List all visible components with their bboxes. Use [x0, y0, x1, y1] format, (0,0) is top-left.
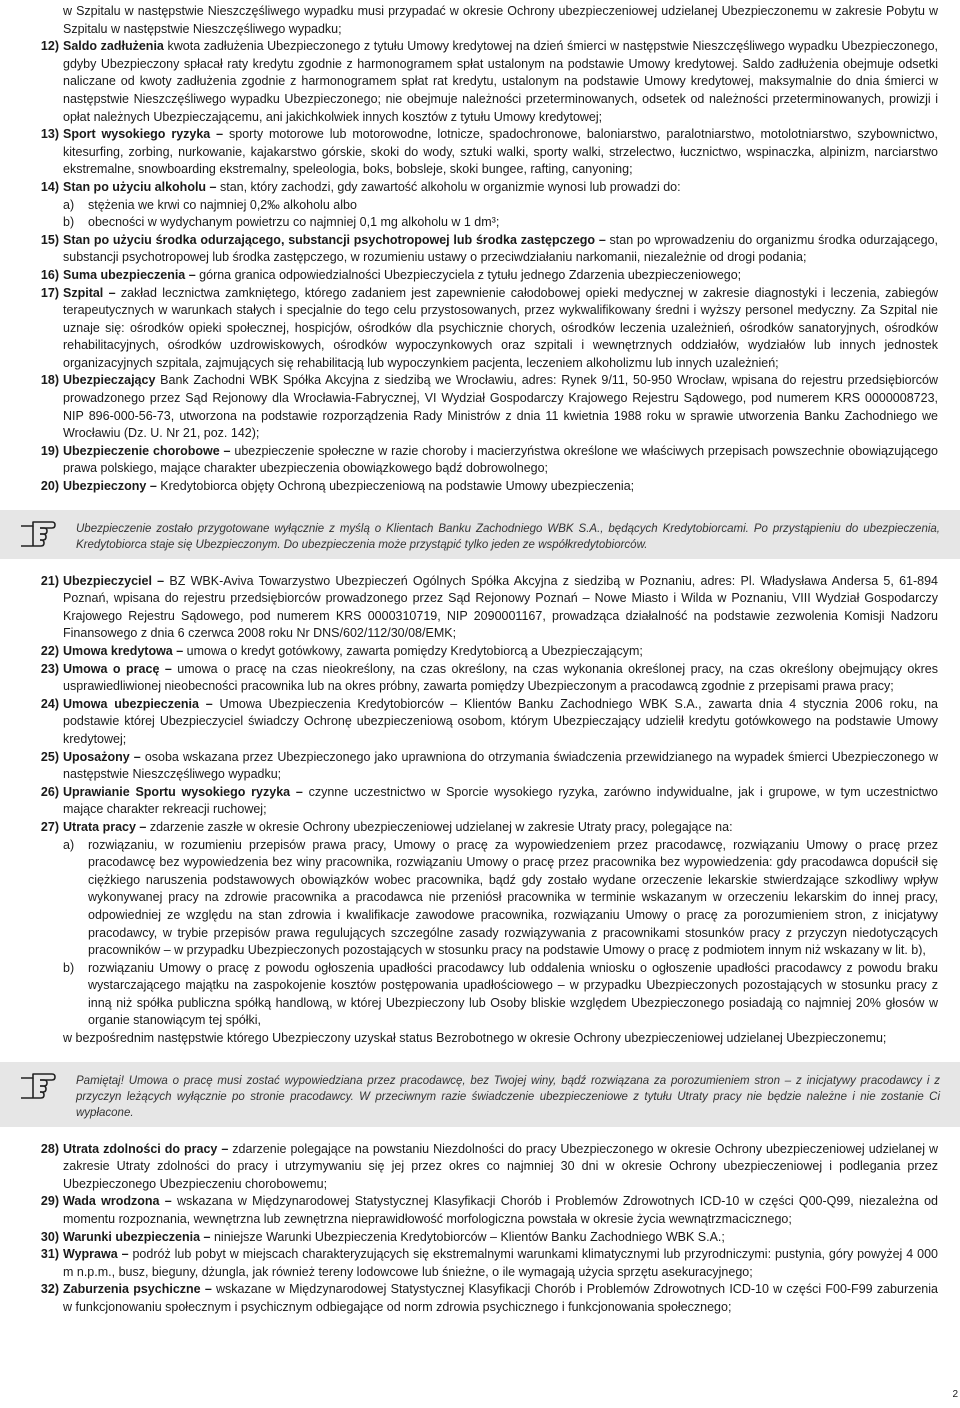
definition-item — [0, 38, 938, 126]
definition-term: Utrata zdolności do pracy – — [63, 1141, 229, 1156]
definition-term: Wyprawa – — [63, 1247, 129, 1262]
sub-item-letter: a) — [63, 837, 75, 852]
definition-text: BZ WBK-Aviva Towarzystwo Ubezpieczeń Ogólnych Spółka Akcyjna z siedzibą w Poznaniu, adres: Pl. Władysława Andersa 5, 61-894 Poznań, wpisana do rejestru przedsiębiorców prowadzonego przez Sąd Rejonowy Poznań – Nowe Miasto i Wilda w Poznaniu, VIII Wydział Gospodarczy Krajowego Rejestru Sądowego, pod numerem KRS 0000310719, NIP 2090001167, prowadząca działalność na podstawie zezwolenia Komisji Nadzoru Finansowego z dnia 6 czerwca 2008 roku Nr DNS/602/112/30/08/EMK; — [63, 573, 938, 641]
item-number: 13) — [40, 127, 59, 142]
definition-text: ubezpieczenie społeczne w razie choroby i macierzyństwa określone we właściwych przepisach powszechnie obowiązującego prawa polskiego, mające charakter ubezpieczenia obowiązkowego bądź dobrowolnego; — [63, 443, 938, 476]
info-note-text: Ubezpieczenie zostało przygotowane wyłącznie z myślą o Klientach Banku Zachodniego WBK S.A., będących Kredytobiorcami. Po przystąpieniu do ubezpieczenia, Kredytobiorca staje się Ubezpieczonym. Do ubezpieczenia może przystąpić tylko jeden ze współkredytobiorców. — [76, 522, 940, 551]
item-number: 32) — [40, 1282, 59, 1297]
sub-item — [63, 837, 938, 960]
item-number: 22) — [40, 644, 59, 658]
definition-body — [63, 38, 938, 126]
definition-item — [0, 573, 938, 643]
definitions-list-2 — [0, 573, 960, 1048]
definition-body — [63, 819, 938, 1030]
item-number: 12) — [40, 39, 59, 54]
definition-term: Saldo zadłużenia — [63, 39, 164, 54]
definition-body — [63, 179, 938, 232]
definition-item — [0, 478, 938, 496]
definition-body — [63, 749, 938, 784]
definition-item — [0, 267, 938, 285]
definition-body — [63, 1246, 938, 1281]
sub-item-text: rozwiązaniu, w rozumieniu przepisów prawa pracy, Umowy o pracę za wypowiedzeniem przez pracodawcę, rozwiązaniu Umowy o pracę przez pracodawcę bez wypowiedzenia bez winy pracownika, rozwiązaniu Umowy o pracę przez pracownika bez wypowiedzenia: gdy pracodawca dopuścił się ciężkiego naruszenia podstawowych obowiązków wobec pracownika, bądź gdy zostało wydane orzeczenie lekarskie stwierdzające szkodliwy wpływ wykonywanej pracy na zdrowie pracownika a pracodawca nie przeniósł pracownika w terminie wskazanym w orzeczeniu lekarskim do innej pracy, odpowiedniej ze względu na stan zdrowia i kwalifikacje zawodowe pracownika, rozwiązaniu Umowy o pracę za porozumieniem stron, z inicjatywy pracodawcy, w trybie przepisów prawa regulujących szczególne zasady rozwiązywania z pracownikami stosunków pracy z przyczyn niedotyczących pracowników – w przypadku Ubezpieczonych pozostających w stosunku pracy na podstawie Umowy o pracę z podmiotem innym niż wskazany w lit. b), — [88, 837, 938, 958]
definition-item — [0, 1281, 938, 1316]
definition-text: zakład lecznictwa zamkniętego, którego zadaniem jest zapewnienie całodobowej opieki medycznej w zakresie diagnostyki i leczenia, zabiegów terapeutycznych w warunkach stałych i specjalnie do tego celu przystosowanych, przez wykwalifikowany średni i wyższy personel medyczny. Za Szpital nie uznaje się: ośrodków opieki społecznej, hospicjów, ośrodków dla psychicznie chorych, ośrodków leczenia uzależnień, ośrodków sanatoryjnych, ośrodków rehabilitacyjnych, ośrodków uzdrowiskowych, ośrodków wypoczynkowych oraz szpitali i wewnętrznych oddziałów, wydziałów lub innych jednostek organizacyjnych szpitala, zajmujących się rehabilitacją lub wypoczynkiem pacjenta, leczeniem alkoholizmu lub innych uzależnień; — [63, 285, 938, 370]
definition-body — [63, 1141, 938, 1194]
lead-line-1: w Szpitalu w następstwie Nieszczęśliwego wypadku musi przypadać w okresie Ochrony ubezpieczeniowej udzielanej Ubezpieczonemu — [63, 4, 819, 18]
item-number: 18) — [40, 373, 59, 388]
item-number: 14) — [40, 179, 59, 194]
definition-item — [0, 784, 938, 819]
definition-body — [63, 1229, 938, 1247]
definition-text: sporty motorowe lub motorowodne, lotnicze, spadochronowe, baloniarstwo, paralotniarstwo, motolotniarstwo, szybownictwo, kitesurfing, zorbing, nurkowanie, kajakarstwo górskie, skoki do wody, sztuki walki, sporty walki, strzelectwo, łucznictwo, wspinaczka, alpinizm, narciarstwo ekstremalne, snowboarding ekstremalny, speleologia, boks, bobsleje, skoki bungee, rafting, canyoning; — [63, 127, 938, 177]
definition-text: zdarzenie polegające na powstaniu Niezdolności do pracy Ubezpieczonego w okresie Ochrony ubezpieczeniowej udzielanej w zakresie Utraty zdolności do pracy i utrzymywaniu się jej przez okres co najmniej 30 dni w okresie Ochrony ubezpieczeniowej i podlegania przez Ubezpieczonego Ubezpieczeniu chorobowemu; — [63, 1141, 938, 1191]
definition-item — [0, 1141, 938, 1194]
definition-item — [0, 443, 938, 478]
definition-term: Uposażony – — [63, 749, 141, 764]
sub-item-text: rozwiązaniu Umowy o pracę z powodu ogłoszenia upadłości pracodawcy lub oddalenia wniosku o ogłoszenie upadłości pracodawcy z powodu braku wystarczającego majątku na zaspokojenie kosztów postępowania upadłościowego – w przypadku Ubezpieczonych pozostających w stosunku pracy z inną niż spółka publiczna spółką handlową, w której Ubezpieczony lub Osoby bliskie względem Ubezpieczonego posiadają co najmniej 20% głosów w organie stanowiącym tej spółki, — [88, 960, 938, 1028]
definition-item — [0, 1229, 938, 1247]
item-number: 29) — [40, 1194, 59, 1209]
definition-text: górna granica odpowiedzialności Ubezpieczyciela z tytułu jednego Zdarzenia ubezpieczeniowego; — [195, 267, 742, 282]
definition-text: Bank Zachodni WBK Spółka Akcyjna z siedzibą we Wrocławiu, adres: Rynek 9/11, 50-950 Wrocław, wpisana do rejestru przedsiębiorców prowadzonego przez Sąd Rejonowy dla Wrocławia-Fabrycznej, VI Wydział Gospodarczy Krajowego Rejestru Sądowego, pod numerem KRS 0000008723, NIP 896-000-56-73, utworzona na podstawie rozporządzenia Rady Ministrów z dnia 11 kwietnia 1988 roku w sprawie utworzenia Banku Zachodniego we Wrocławiu (Dz. U. Nr 21, poz. 142); — [63, 373, 938, 441]
definition-term: Zaburzenia psychiczne – — [63, 1282, 212, 1297]
definition-body — [63, 643, 938, 661]
definition-text: zdarzenie zaszłe w okresie Ochrony ubezpieczeniowej udzielanej w zakresie Utraty pracy, polegające na: — [146, 819, 733, 834]
definition-text: umowa o kredyt gotówkowy, zawarta pomiędzy Kredytobiorcą a Ubezpieczającym; — [183, 644, 643, 658]
definition-term: Sport wysokiego ryzyka – — [63, 127, 224, 142]
definition-text: Umowa Ubezpieczenia Kredytobiorców – Klientów Banku Zachodniego WBK S.A., zawarta dnia 4 stycznia 2006 roku, na podstawie której Ubezpieczyciel świadczy Ochronę ubezpieczeniową osobom, którym Ubezpieczający udzielił kredytu gotówkowego na podstawie Umowy kredytowej; — [63, 696, 938, 746]
definition-term: Utrata pracy – — [63, 819, 147, 834]
definition-item — [0, 372, 938, 442]
item-number: 17) — [40, 285, 59, 300]
definition-body — [63, 696, 938, 749]
definition-item — [0, 661, 938, 696]
sub-item — [63, 197, 938, 215]
definition-body — [63, 661, 938, 696]
definition-text: podróż lub pobyt w miejscach charakteryzujących się ekstremalnymi warunkami klimatycznymi lub przyrodniczymi: pustynia, góry powyżej 4 000 m n.p.m., busz, bieguny, dżungla, jak również tereny lodowcowe lub śnieżne, o ile wymagają użycia sprzętu asekuracyjnego; — [63, 1247, 939, 1279]
sub-item — [63, 214, 938, 232]
definition-text: wskazane w Międzynarodowej Statystycznej Klasyfikacji Chorób i Problemów Zdrowotnych ICD-10 w części F00-F99 zaburzenia w funkcjonowaniu społecznym i psychicznym odbiegające od norm zdrowia psychicznego i funkcjonowania społecznego; — [63, 1282, 938, 1314]
definition-text: osoba wskazana przez Ubezpieczonego jako uprawniona do otrzymania świadczenia przewidzianego na wypadek śmierci Ubezpieczonego w następstwie Nieszczęśliwego wypadku; — [63, 749, 938, 782]
item-number: 23) — [40, 661, 59, 676]
definition-item — [0, 819, 938, 1030]
definition-term: Umowa kredytowa – — [63, 644, 184, 658]
item-number: 30) — [40, 1229, 59, 1244]
definition-body — [63, 784, 938, 819]
definition-item — [0, 232, 938, 267]
definition-text: stan po wprowadzeniu do organizmu środka odurzającego, substancji psychotropowej lub środka zastępczego, w rozumieniu ustawy o przeciwdziałaniu narkomanii, niezależnie od drogi podania; — [63, 232, 938, 265]
definition-item — [0, 179, 938, 232]
definitions-list-3 — [0, 1141, 960, 1317]
definition-item — [0, 1193, 938, 1228]
sub-item — [63, 960, 938, 1030]
page-number: 2 — [952, 1389, 958, 1401]
definition-body — [63, 285, 938, 373]
definition-term: Ubezpieczony – — [63, 479, 157, 494]
lead-paragraph — [63, 3, 938, 38]
item-number: 21) — [40, 573, 59, 588]
definition-term: Wada wrodzona – — [63, 1194, 172, 1209]
definition-term: Szpital – — [63, 285, 116, 300]
definition-term: Suma ubezpieczenia – — [63, 267, 196, 282]
definition-text: kwota zadłużenia Ubezpieczonego z tytułu Umowy kredytowej na dzień śmierci w następstwie Nieszczęśliwego wypadku Ubezpieczonego, gdyby Ubezpieczony spłacał raty kredytu zgodnie z harmonogramem spłat ustalonym na podstawie Umowy kredytowej. Saldo zadłużenia obejmuje odsetki naliczane od kwoty zadłużenia zgodnie z harmonogramem spłat rat kredytu, ustalonym na podstawie Umowy kredytowej, maksymalnie do dnia śmierci w następstwie Nieszczęśliwego wypadku Ubezpieczonego; nie obejmuje należności przeterminowanych, odsetek od należności przeterminowanych, prowizji i opłat należnych Ubezpieczającemu, ani jakichkolwiek innych kosztów z tytułu Umowy kredytowej; — [63, 39, 939, 124]
definition-body — [63, 1193, 938, 1228]
item-number: 19) — [40, 443, 59, 458]
definition-text: wskazana w Międzynarodowej Statystycznej Klasyfikacji Chorób i Problemów Zdrowotnych ICD-10 w części Q00-Q99, niezależna od momentu rozpoznania, wewnętrzna lub zewnętrzna nieprawidłowość morfologiczna powstała w okresie życia wewnątrzmacicznego; — [63, 1194, 938, 1227]
item-number: 16) — [40, 267, 59, 282]
definition-item — [0, 749, 938, 784]
definition-item — [0, 285, 938, 373]
info-note — [0, 510, 960, 559]
definition-term: Umowa ubezpieczenia – — [63, 696, 213, 711]
item-number: 24) — [40, 696, 59, 711]
definition-text: stan, który zachodzi, gdy zawartość alkoholu w organizmie wynosi lub prowadzi do: — [216, 179, 681, 194]
definition-text: czynne uczestnictwo w Sporcie wysokiego ryzyka, zarówno indywidualne, jak i grupowe, w tym uczestnictwo mające charakter rekreacji ruchowej; — [63, 784, 938, 817]
definition-item — [0, 696, 938, 749]
item-number: 31) — [40, 1247, 59, 1262]
item-number: 28) — [40, 1141, 59, 1156]
definition-body — [63, 1281, 938, 1316]
definition-term: Ubezpieczyciel – — [63, 573, 165, 588]
definition-item — [0, 1246, 938, 1281]
sub-item-letter: b) — [63, 960, 75, 975]
definition-text: niniejsze Warunki Ubezpieczenia Kredytobiorców – Klientów Banku Zachodniego WBK S.A.; — [210, 1229, 725, 1244]
definition-term: Umowa o pracę – — [63, 661, 172, 676]
definition-term: Stan po użyciu alkoholu – — [63, 179, 217, 194]
lead-line-2: w zakresie Pobytu w Szpitalu w następstwie Nieszczęśliwego wypadku; — [63, 4, 938, 36]
sub-item-text: obecności w wydychanym powietrzu co najmniej 0,1 mg alkoholu w 1 dm³; — [88, 215, 500, 230]
definition-term: Ubezpieczający — [63, 373, 156, 388]
pointing-hand-icon — [18, 1068, 76, 1105]
definition-body — [63, 267, 938, 285]
definition-text: umowa o pracę na czas nieokreślony, na czas określony, na czas wykonania określonej pracy, na czas określony obejmujący okres usprawiedliwionej nieobecności pracownika lub na okres próbny, zawarta pomiędzy Ubezpieczonym a pracodawcą zgodnie z przepisami prawa pracy; — [63, 661, 938, 694]
item-number: 25) — [40, 749, 59, 764]
sub-item-text: stężenia we krwi co najmniej 0,2‰ alkoholu albo — [88, 197, 357, 212]
reminder-note-text: Pamiętaj! Umowa o pracę musi zostać wypowiedziana przez pracodawcę, bez Twojej winy, bądź rozwiązana za porozumieniem stron – z inicjatywy pracodawcy i z przyczyn leżących wyłącznie po stronie pracodawcy. W przeciwnym razie świadczenie ubezpieczeniowe z tytułu Utraty pracy nie będzie należne i nie zostanie Ci wypłacone. — [76, 1074, 940, 1119]
item-number: 20) — [40, 479, 59, 494]
item-number: 15) — [40, 232, 59, 247]
definition-body — [63, 372, 938, 442]
item-number: 27) — [40, 819, 59, 834]
definition-tail-text: w bezpośrednim następstwie którego Ubezpieczony uzyskał status Bezrobotnego w okresie Ochrony ubezpieczeniowej udzielanej Ubezpieczonemu; — [63, 1031, 887, 1046]
definition-term: Warunki ubezpieczenia – — [63, 1229, 211, 1244]
definition-item — [0, 643, 938, 661]
pointing-hand-icon — [18, 516, 76, 553]
definition-text: Kredytobiorca objęty Ochroną ubezpieczeniową na podstawie Umowy ubezpieczenia; — [156, 479, 635, 494]
definition-body — [63, 478, 938, 496]
definition-body — [63, 443, 938, 478]
item-number: 26) — [40, 784, 59, 799]
definition-body — [63, 573, 938, 643]
definition-item — [0, 126, 938, 179]
definition-term: Uprawianie Sportu wysokiego ryzyka – — [63, 784, 303, 799]
definitions-list-1 — [0, 38, 960, 495]
sub-item-letter: a) — [63, 197, 75, 212]
definition-body — [63, 232, 938, 267]
definition-body — [63, 126, 938, 179]
sub-item-letter: b) — [63, 215, 75, 230]
reminder-note — [0, 1062, 960, 1127]
definition-term: Ubezpieczenie chorobowe – — [63, 443, 231, 458]
definition-term: Stan po użyciu środka odurzającego, substancji psychotropowej lub środka zastępczego – — [63, 232, 606, 247]
